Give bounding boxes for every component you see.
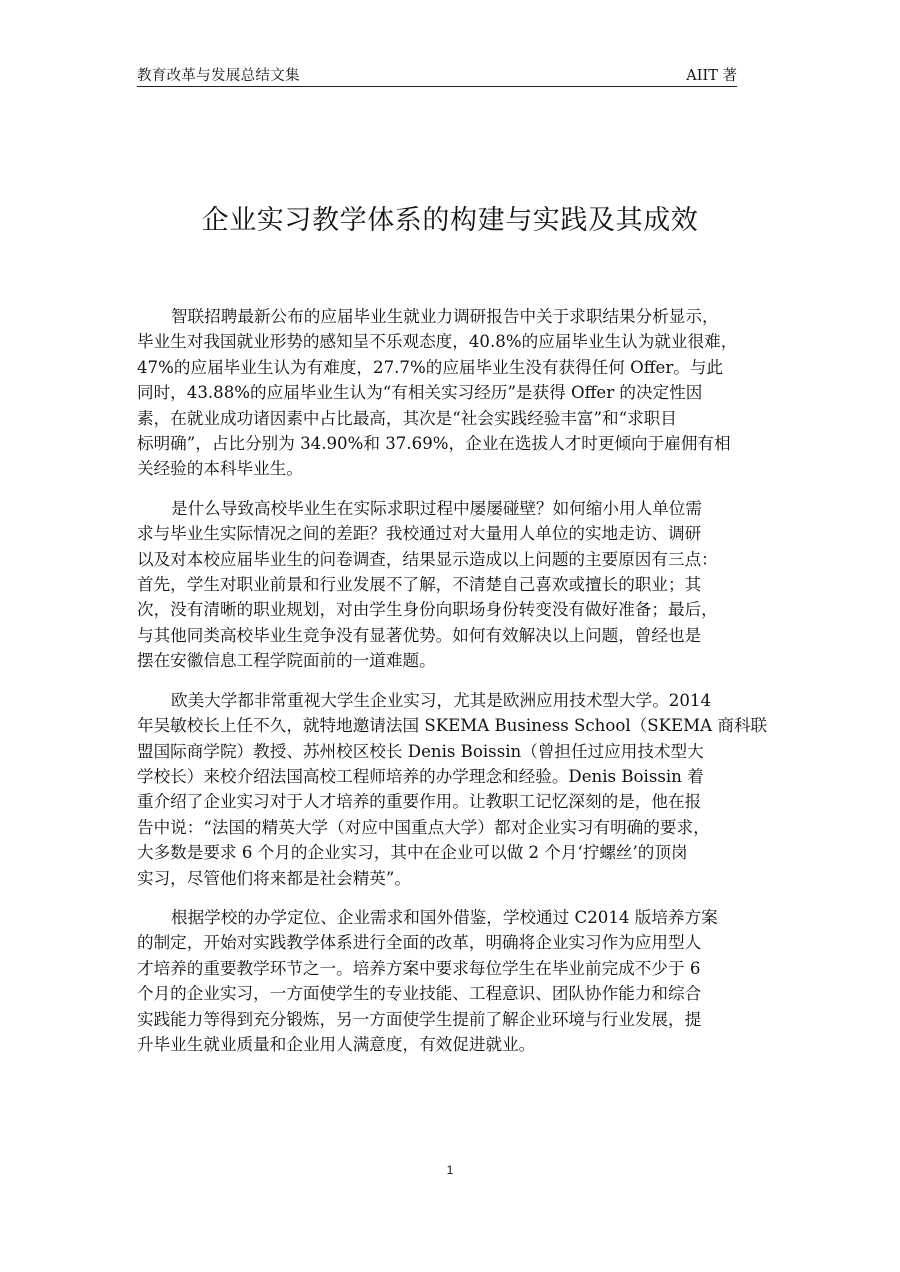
text-line: 同时，43.88%的应届毕业生认为“有相关实习经历”是获得 Offer 的决定性因 (137, 383, 703, 403)
text-line: 关经验的本科毕业生。 (137, 459, 303, 479)
text-line: 素，在就业成功诸因素中占比最高，其次是“社会实践经验丰富”和“求职目 (137, 408, 677, 428)
text-line: 以及对本校应届毕业生的问卷调查，结果显示造成以上问题的主要原因有三点： (137, 549, 718, 569)
text-line: 是什么导致高校毕业生在实际求职过程中屡屡碰壁？如何缩小用人单位需 (171, 498, 702, 518)
paragraph-2 (137, 496, 757, 674)
text-line: 年吴敏校长上任不久，就特地邀请法国 SKEMA Business School（SKEMA 商科联 (137, 716, 768, 736)
text-line: 学校长）来校介绍法国高校工程师培养的办学理念和经验。Denis Boissin 着 (137, 766, 704, 786)
text-line: 智联招聘最新公布的应届毕业生就业力调研报告中关于求职结果分析显示， (171, 307, 719, 326)
text-line: 欧美大学都非常重视大学生企业实习，尤其是欧洲应用技术型大学。2014 (171, 690, 712, 710)
text-line: 次，没有清晰的职业规划，对由学生身份向职场身份转变没有做好准备；最后， (137, 600, 718, 620)
text-line: 实践能力等得到充分锻炼，另一方面使学生提前了解企业环境与行业发展，提 (137, 1009, 702, 1029)
paragraph-3 (137, 688, 768, 891)
document-body (137, 304, 768, 1071)
text-line: 告中说：“法国的精英大学（对应中国重点大学）都对企业实习有明确的要求， (137, 817, 710, 837)
page-header (137, 66, 737, 87)
paragraph-1 (137, 304, 757, 482)
page-number: 1 (446, 1163, 454, 1177)
header-collection-title: 教育改革与发展总结文集 (137, 68, 300, 84)
text-line: 根据学校的办学定位、企业需求和国外借鉴，学校通过 C2014 版培养方案 (171, 907, 718, 927)
text-line: 重介绍了企业实习对于人才培养的重要作用。让教职工记忆深刻的是，他在报 (137, 792, 702, 812)
text-line: 标明确”，占比分别为 34.90%和 37.69%，企业在选拔人才时更倾向于雇佣有相 (137, 434, 731, 454)
text-line: 个月的企业实习，一方面使学生的专业技能、工程意识、团队协作能力和综合 (137, 984, 702, 1004)
paragraph-4 (137, 905, 757, 1057)
text-line: 实习，尽管他们将来都是社会精英”。 (137, 868, 411, 888)
header-author: AIIT 著 (686, 68, 737, 84)
text-line: 升毕业生就业质量和企业用人满意度，有效促进就业。 (137, 1034, 536, 1054)
text-line: 盟国际商学院）教授、苏州校区校长 Denis Boissin（曾担任过应用技术型大 (137, 741, 704, 761)
text-line: 与其他同类高校毕业生竞争没有显著优势。如何有效解决以上问题，曾经也是 (137, 625, 702, 645)
text-line: 大多数是要求 6 个月的企业实习，其中在企业可以做 2 个月‘拧螺丝’的顶岗 (137, 843, 688, 863)
text-line: 47%的应届毕业生认为有难度，27.7%的应届毕业生没有获得任何 Offer。与此 (137, 357, 724, 377)
text-line: 求与毕业生实际情况之间的差距？我校通过对大量用人单位的实地走访、调研 (137, 524, 702, 544)
document-title: 企业实习教学体系的构建与实践及其成效 (201, 205, 699, 236)
text-line: 首先，学生对职业前景和行业发展不了解，不清楚自己喜欢或擅长的职业；其 (137, 575, 702, 595)
text-line: 毕业生对我国就业形势的感知呈不乐观态度，40.8%的应届毕业生认为就业很难， (137, 332, 738, 352)
text-line: 摆在安徽信息工程学院面前的一道难题。 (137, 651, 436, 671)
text-line: 的制定，开始对实践教学体系进行全面的改革，明确将企业实习作为应用型人 (137, 933, 702, 953)
text-line: 才培养的重要教学环节之一。培养方案中要求每位学生在毕业前完成不少于 6 (137, 958, 701, 978)
